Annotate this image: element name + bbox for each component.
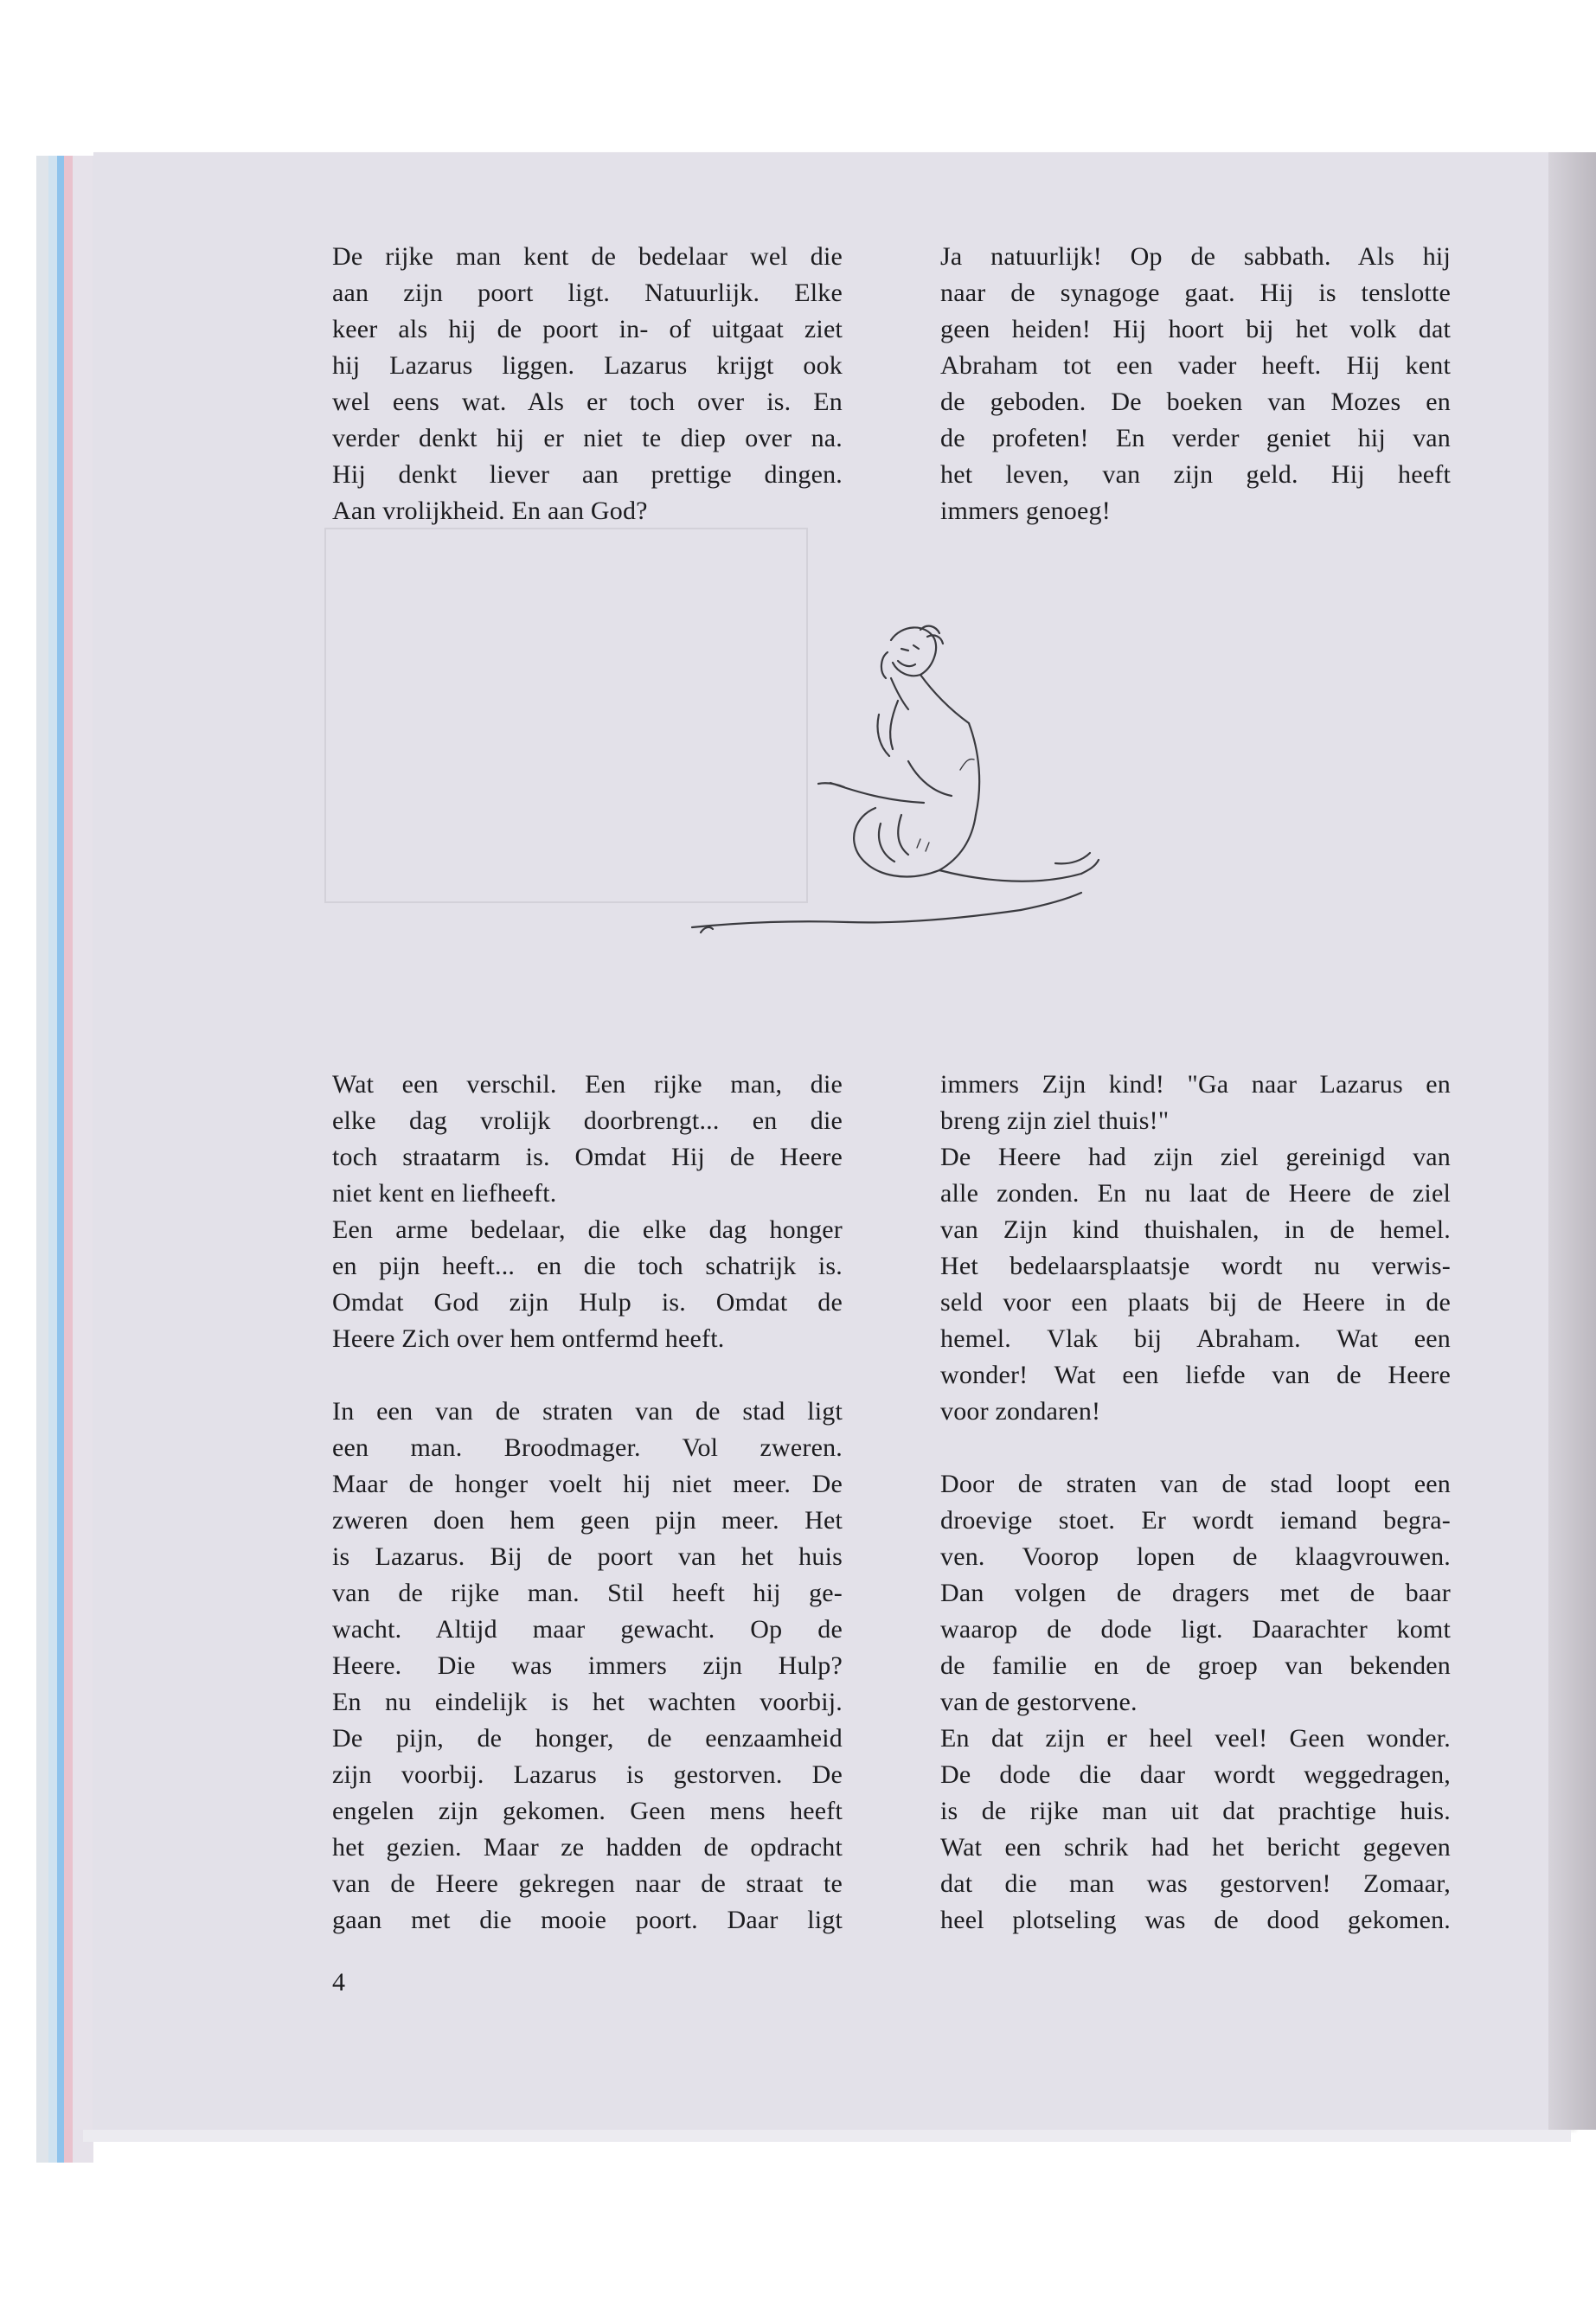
text-line: alle zonden. En nu laat de Heere de ziel xyxy=(940,1179,1451,1208)
text-line: immers Zijn kind! "Ga naar Lazarus en xyxy=(940,1070,1451,1099)
text-line: is de rijke man uit dat prachtige huis. xyxy=(940,1797,1451,1825)
text-line: wonder! Wat een liefde van de Heere xyxy=(940,1361,1451,1389)
text-line: hemel. Vlak bij Abraham. Wat een xyxy=(940,1324,1451,1353)
paragraph-gap xyxy=(332,1357,843,1394)
text-line: De dode die daar wordt weggedragen, xyxy=(940,1760,1451,1789)
text-line: aan zijn poort ligt. Natuurlijk. Elke xyxy=(332,279,843,307)
page-stack-edge xyxy=(48,156,57,2163)
left-column-bottom xyxy=(332,1067,843,1939)
page-gutter-shadow xyxy=(1548,152,1596,2130)
text-line: van de rijke man. Stil heeft hij ge- xyxy=(332,1579,843,1607)
text-line: De rijke man kent de bedelaar wel die xyxy=(332,242,843,271)
text-line: heel plotseling was de dood gekomen. xyxy=(940,1906,1451,1934)
kneeling-man-sketch-icon xyxy=(675,588,1125,1021)
text-line: wacht. Altijd maar gewacht. Op de xyxy=(332,1615,843,1644)
text-line: Abraham tot een vader heeft. Hij kent xyxy=(940,351,1451,380)
text-line: Een arme bedelaar, die elke dag honger xyxy=(332,1215,843,1244)
text-line: breng zijn ziel thuis!" xyxy=(940,1106,1170,1135)
text-line: van Zijn kind thuishalen, in de hemel. xyxy=(940,1215,1451,1244)
text-line: en pijn heeft... en die toch schatrijk is. xyxy=(332,1252,843,1280)
page-stack-edge xyxy=(36,156,48,2163)
text-line: seld voor een plaats bij de Heere in de xyxy=(940,1288,1451,1317)
text-line: In een van de straten van de stad ligt xyxy=(332,1397,843,1426)
text-line: ven. Voorop lopen de klaagvrouwen. xyxy=(940,1542,1451,1571)
page-stack-edge-blue xyxy=(57,156,64,2163)
text-line: En dat zijn er heel veel! Geen wonder. xyxy=(940,1724,1451,1753)
text-line: naar de synagoge gaat. Hij is tenslotte xyxy=(940,279,1451,307)
text-line: zijn voorbij. Lazarus is gestorven. De xyxy=(332,1760,843,1789)
text-line: keer als hij de poort in- of uitgaat ziet xyxy=(332,315,843,343)
text-line: Omdat God zijn Hulp is. Omdat de xyxy=(332,1288,843,1317)
text-line: En nu eindelijk is het wachten voorbij. xyxy=(332,1688,843,1716)
page-number: 4 xyxy=(332,1968,345,1997)
text-line: waarop de dode ligt. Daarachter komt xyxy=(940,1615,1451,1644)
text-line: dat die man was gestorven! Zomaar, xyxy=(940,1869,1451,1898)
text-line: Het bedelaarsplaatsje wordt nu verwis- xyxy=(940,1252,1451,1280)
text-line: is Lazarus. Bij de poort van het huis xyxy=(332,1542,843,1571)
text-line: de profeten! En verder geniet hij van xyxy=(940,424,1451,452)
text-line: de geboden. De boeken van Mozes en xyxy=(940,388,1451,416)
text-line: geen heiden! Hij hoort bij het volk dat xyxy=(940,315,1451,343)
text-line: immers genoeg! xyxy=(940,497,1111,525)
text-line: het leven, van zijn geld. Hij heeft xyxy=(940,460,1451,489)
right-column-bottom xyxy=(940,1067,1451,1939)
text-line: van de Heere gekregen naar de straat te xyxy=(332,1869,843,1898)
text-line: hij Lazarus liggen. Lazarus krijgt ook xyxy=(332,351,843,380)
page-stack-edge-pink xyxy=(64,156,73,2163)
text-line: toch straatarm is. Omdat Hij de Heere xyxy=(332,1143,843,1171)
text-line: engelen zijn gekomen. Geen mens heeft xyxy=(332,1797,843,1825)
text-line: de familie en de groep van bekenden xyxy=(940,1651,1451,1680)
text-line: droevige stoet. Er wordt iemand begra- xyxy=(940,1506,1451,1535)
text-line: Ja natuurlijk! Op de sabbath. Als hij xyxy=(940,242,1451,271)
text-line: De pijn, de honger, de eenzaamheid xyxy=(332,1724,843,1753)
page-bottom-edge xyxy=(83,2130,1571,2142)
text-line: De Heere had zijn ziel gereinigd van xyxy=(940,1143,1451,1171)
text-line: Heere Zich over hem ontfermd heeft. xyxy=(332,1324,725,1353)
left-column-top xyxy=(332,239,843,529)
page-stack-edge xyxy=(73,156,93,2163)
text-line: verder denkt hij er niet te diep over na. xyxy=(332,424,843,452)
text-line: niet kent en liefheeft. xyxy=(332,1179,557,1208)
text-line: Wat een verschil. Een rijke man, die xyxy=(332,1070,843,1099)
text-line: het gezien. Maar ze hadden de opdracht xyxy=(332,1833,843,1862)
text-line: van de gestorvene. xyxy=(940,1688,1138,1716)
text-line: elke dag vrolijk doorbrengt... en die xyxy=(332,1106,843,1135)
text-line: Heere. Die was immers zijn Hulp? xyxy=(332,1651,843,1680)
text-line: Door de straten van de stad loopt een xyxy=(940,1470,1451,1498)
text-line: een man. Broodmager. Vol zweren. xyxy=(332,1433,843,1462)
text-line: Hij denkt liever aan prettige dingen. xyxy=(332,460,843,489)
text-line: gaan met die mooie poort. Daar ligt xyxy=(332,1906,843,1934)
paragraph-gap xyxy=(940,1430,1451,1466)
text-line: voor zondaren! xyxy=(940,1397,1101,1426)
text-line: Wat een schrik had het bericht gegeven xyxy=(940,1833,1451,1862)
text-line: Aan vrolijkheid. En aan God? xyxy=(332,497,648,525)
text-line: zweren doen hem geen pijn meer. Het xyxy=(332,1506,843,1535)
right-column-top xyxy=(940,239,1451,529)
text-line: Maar de honger voelt hij niet meer. De xyxy=(332,1470,843,1498)
text-line: wel eens wat. Als er toch over is. En xyxy=(332,388,843,416)
text-line: Dan volgen de dragers met de baar xyxy=(940,1579,1451,1607)
